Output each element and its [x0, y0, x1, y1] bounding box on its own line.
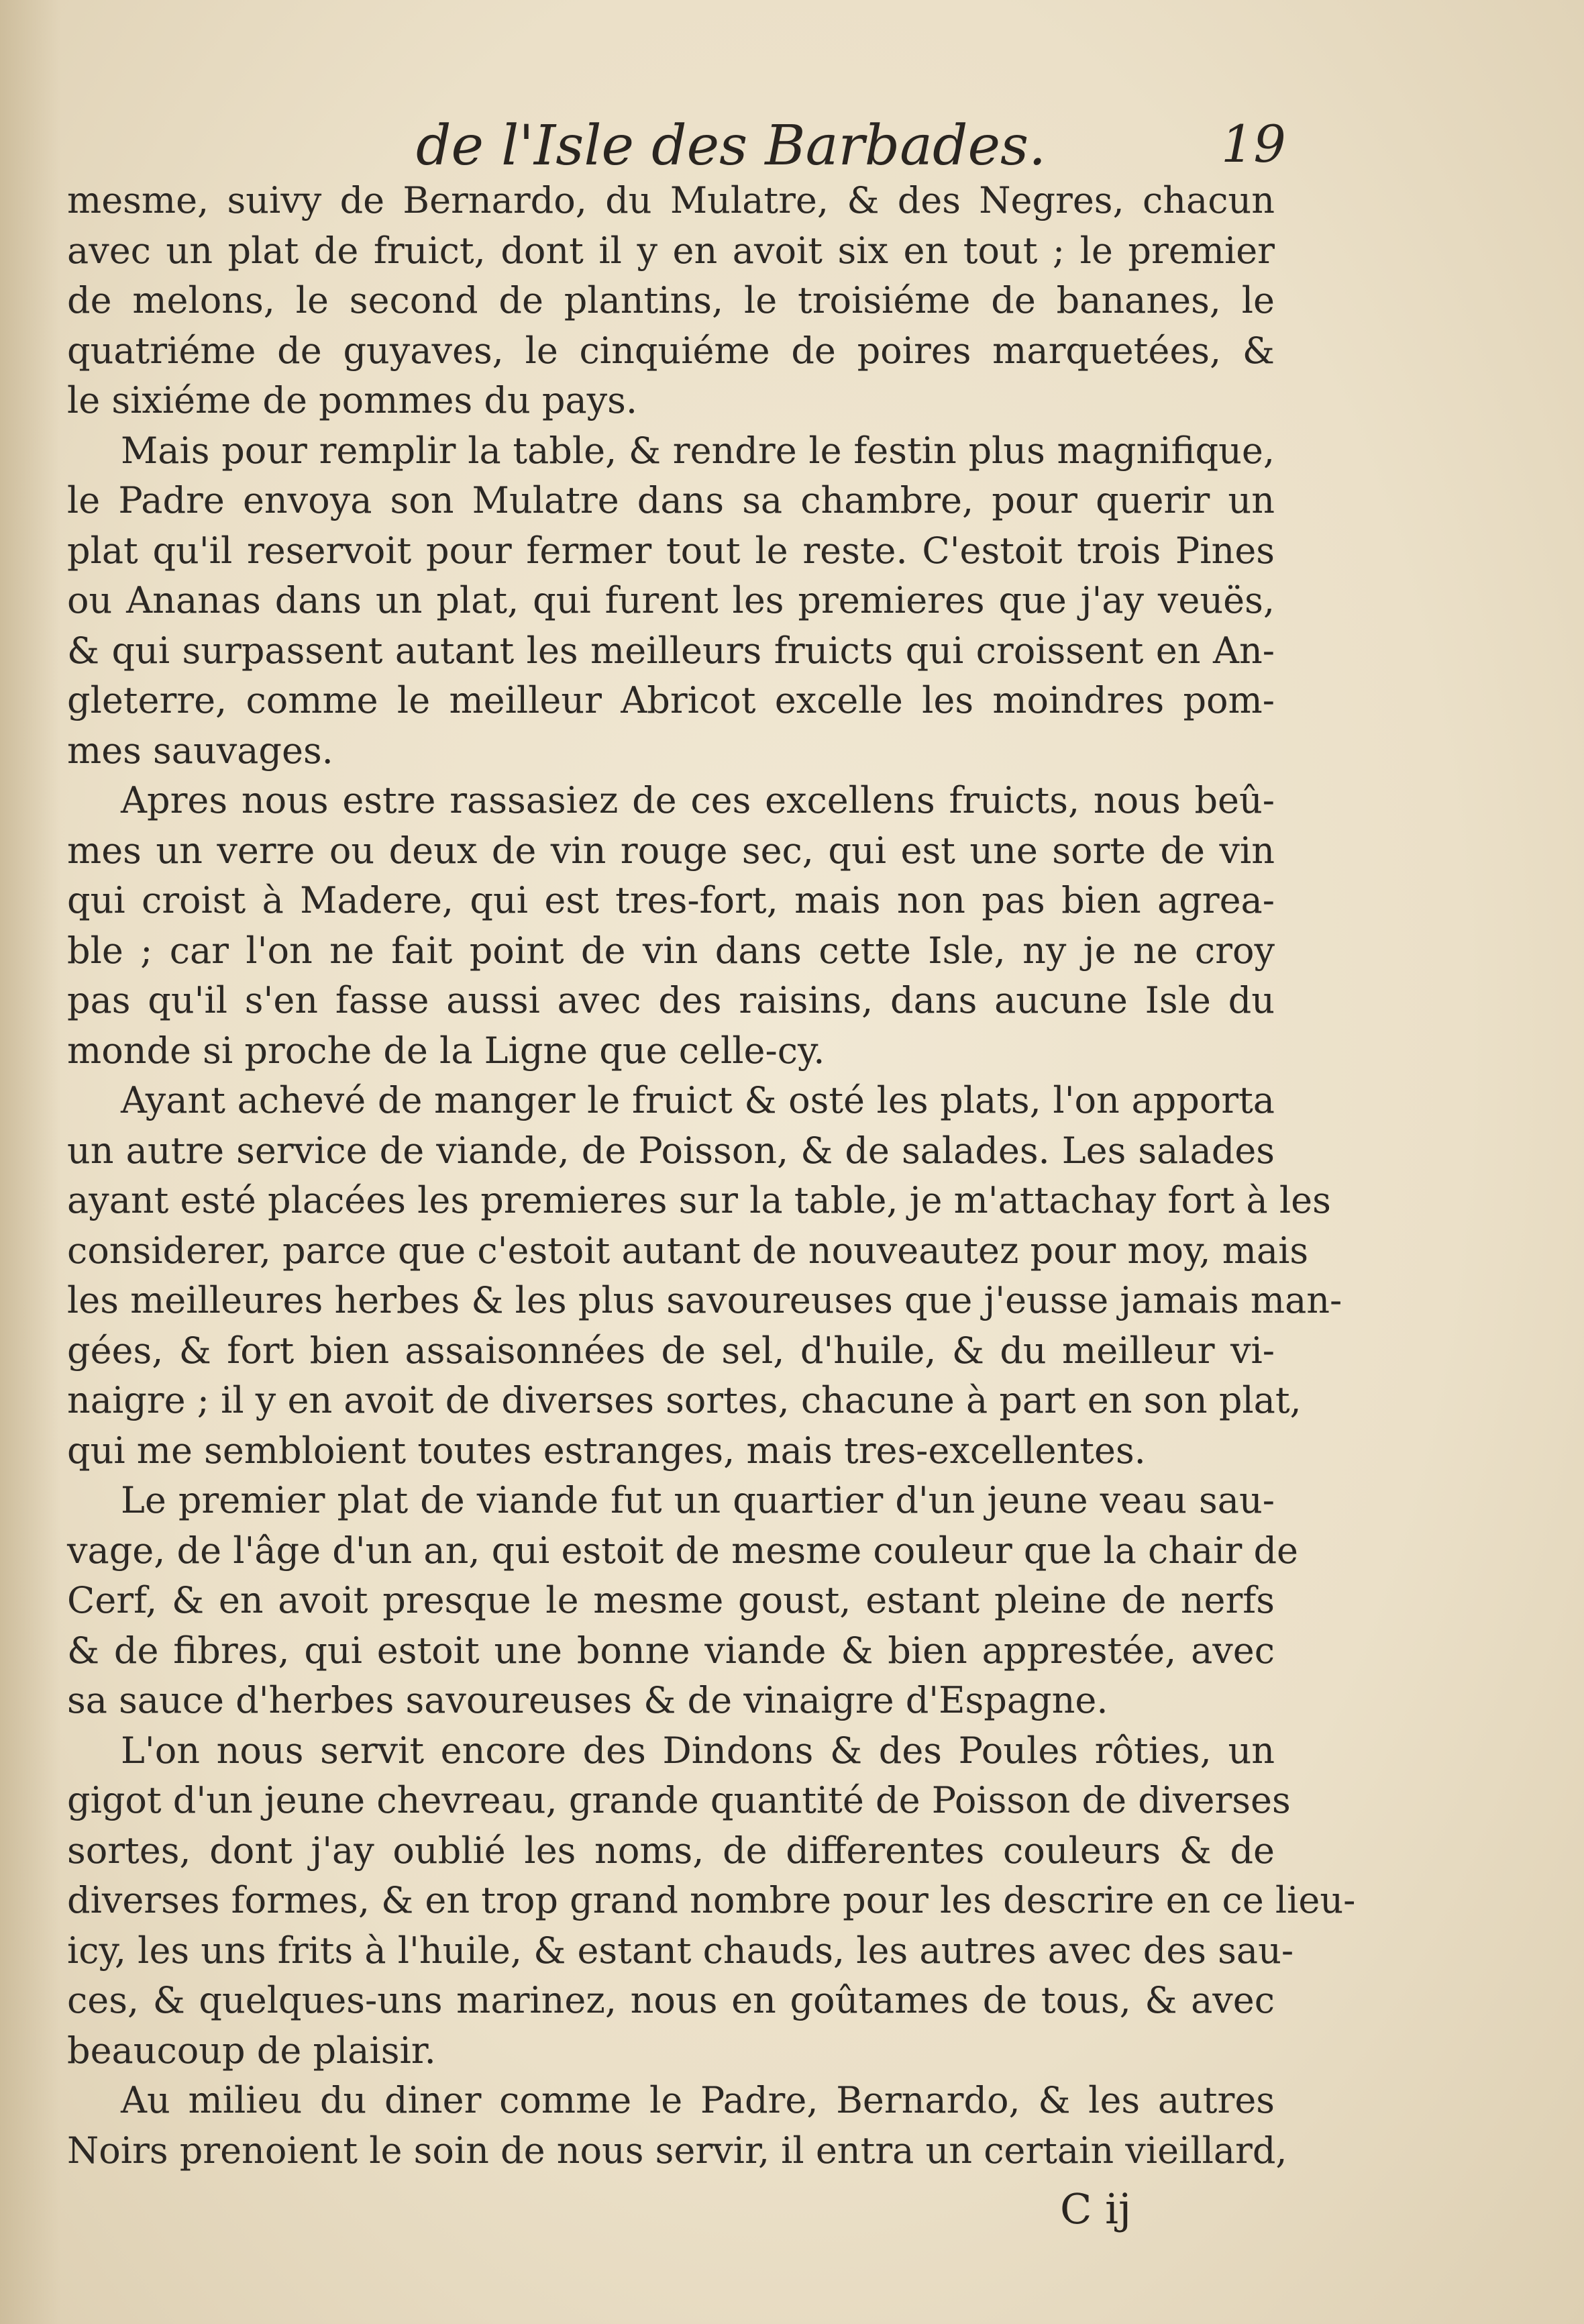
text-line: quatriéme de guyaves, le cinquiéme de poires marquetées, & — [67, 329, 1275, 372]
text-line: mesme, suivy de Bernardo, du Mulatre, & des Negres, chacun — [67, 179, 1275, 221]
text-line: vage, de l'âge d'un an, qui estoit de mesme couleur que la chair de — [67, 1529, 1298, 1572]
text-line: sortes, dont j'ay oublié les noms, de differentes couleurs & de — [67, 1829, 1275, 1872]
signature-mark: C ij — [1060, 2184, 1132, 2233]
text-line: naigre ; il y en avoit de diverses sortes, chacune à part en son plat, — [67, 1379, 1302, 1421]
text-line: L'on nous servit encore des Dindons & des Poules rôties, un — [121, 1729, 1275, 1772]
text-line: diverses formes, & en trop grand nombre pour les descrire en ce lieu- — [67, 1879, 1356, 1921]
gutter-shadow — [0, 0, 60, 2324]
text-line: ces, & quelques-uns marinez, nous en goûtames de tous, & avec — [67, 1979, 1275, 2021]
text-line: Le premier plat de viande fut un quartier d'un jeune veau sau- — [121, 1479, 1275, 1521]
text-line: avec un plat de fruict, dont il y en avoit six en tout ; le premier — [67, 229, 1275, 272]
text-line: le Padre envoya son Mulatre dans sa chambre, pour querir un — [67, 479, 1275, 521]
paragraph — [67, 2076, 1287, 2176]
page-header — [0, 101, 1584, 181]
paragraph — [67, 1476, 1298, 1726]
text-line: monde si proche de la Ligne que celle-cy. — [67, 1029, 825, 1072]
paragraph — [67, 426, 1275, 776]
text-line: Apres nous estre rassasiez de ces excellens fruicts, nous beû- — [121, 779, 1275, 821]
text-line: pas qu'il s'en fasse aussi avec des raisins, dans aucune Isle du — [67, 979, 1275, 1021]
body-text — [67, 176, 1356, 2176]
text-line: gleterre, comme le meilleur Abricot excelle les moindres pom- — [67, 679, 1275, 721]
text-line: qui croist à Madere, qui est tres-fort, mais non pas bien agrea- — [67, 879, 1275, 921]
text-line: gées, & fort bien assaisonnées de sel, d'huile, & du meilleur vi- — [67, 1329, 1275, 1372]
text-line: Cerf, & en avoit presque le mesme goust, estant pleine de nerfs — [67, 1579, 1275, 1621]
paragraph — [67, 1076, 1342, 1476]
text-line: & de fibres, qui estoit une bonne viande & bien apprestée, avec — [67, 1629, 1275, 1672]
text-line: Mais pour remplir la table, & rendre le festin plus magnifique, — [121, 429, 1275, 472]
text-line: les meilleures herbes & les plus savoureuses que j'eusse jamais man- — [67, 1279, 1342, 1321]
text-line: le sixiéme de pommes du pays. — [67, 379, 638, 421]
text-line: gigot d'un jeune chevreau, grande quantité de Poisson de diverses — [67, 1779, 1291, 1821]
paragraph — [67, 1726, 1356, 2076]
paragraph — [67, 776, 1275, 1076]
running-title: de l'Isle des Barbades. — [416, 114, 1047, 178]
text-line: Ayant achevé de manger le fruict & osté les plats, l'on apporta — [121, 1079, 1275, 1121]
text-line: ble ; car l'on ne fait point de vin dans cette Isle, ny je ne croy — [67, 929, 1275, 972]
text-line: un autre service de viande, de Poisson, & de salades. Les salades — [67, 1129, 1275, 1172]
text-line: beaucoup de plaisir. — [67, 2029, 436, 2072]
text-line: qui me sembloient toutes estranges, mais tres-excellentes. — [67, 1429, 1146, 1472]
text-line: plat qu'il reservoit pour fermer tout le reste. C'estoit trois Pines — [67, 529, 1275, 572]
paragraph — [67, 176, 1275, 426]
text-line: ayant esté placées les premieres sur la table, je m'attachay fort à les — [67, 1179, 1331, 1221]
text-line: mes un verre ou deux de vin rouge sec, qui est une sorte de vin — [67, 829, 1275, 872]
text-line: de melons, le second de plantins, le troisiéme de bananes, le — [67, 279, 1275, 321]
page-number: 19 — [1221, 114, 1286, 174]
text-line: considerer, parce que c'estoit autant de nouveautez pour moy, mais — [67, 1229, 1309, 1272]
text-line: icy, les uns frits à l'huile, & estant chauds, les autres avec des sau- — [67, 1929, 1294, 1972]
text-line: mes sauvages. — [67, 729, 333, 772]
text-line: Noirs prenoient le soin de nous servir, il entra un certain vieillard, — [67, 2129, 1287, 2172]
text-line: & qui surpassent autant les meilleurs fruicts qui croissent en An- — [67, 629, 1275, 672]
text-line: ou Ananas dans un plat, qui furent les premieres que j'ay veuës, — [67, 579, 1275, 621]
text-line: sa sauce d'herbes savoureuses & de vinaigre d'Espagne. — [67, 1679, 1108, 1721]
text-line: Au milieu du diner comme le Padre, Bernardo, & les autres — [121, 2079, 1275, 2121]
